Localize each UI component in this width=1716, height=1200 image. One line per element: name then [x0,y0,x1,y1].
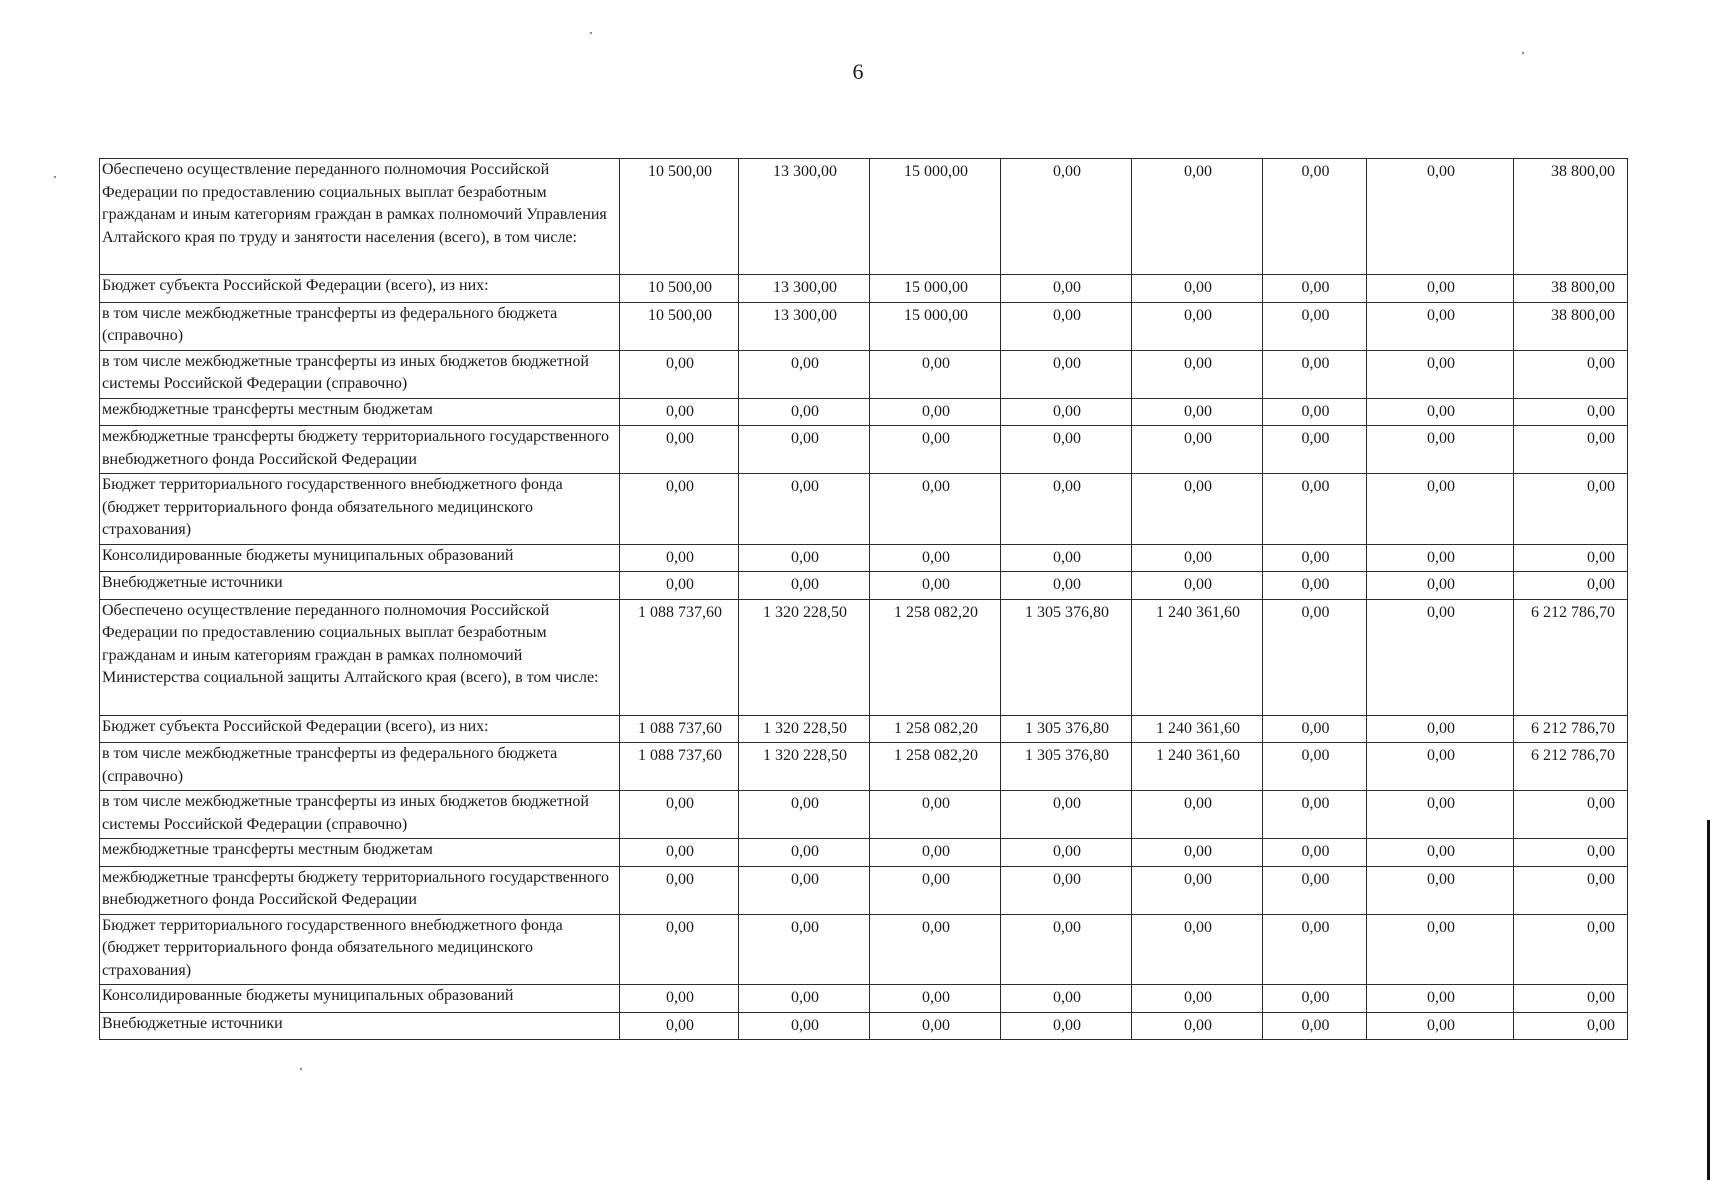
value-cell: 0,00 [1263,914,1367,985]
value-cell: 0,00 [1263,474,1367,545]
value-cell: 0,00 [1001,544,1132,572]
value-cell: 0,00 [1001,985,1132,1013]
row-label: Обеспечено осуществление переданного полномочия Российской Федерации по предоставлению социальных выплат безработным гражданам и иным категориям граждан в рамках полномочий Управления Алтайского края по труду и занятости населения (всего), в том числе: [100,159,620,275]
value-cell: 0,00 [1367,743,1514,791]
value-cell: 0,00 [1001,866,1132,914]
scan-speck [300,1068,302,1070]
value-cell: 0,00 [1263,1012,1367,1040]
value-cell: 1 088 737,60 [620,743,739,791]
value-cell: 0,00 [1514,1012,1628,1040]
table-row [100,350,1628,398]
value-cell: 0,00 [1132,426,1263,474]
value-cell: 0,00 [1367,544,1514,572]
value-cell: 0,00 [739,572,870,600]
value-cell: 0,00 [1132,302,1263,350]
value-cell: 0,00 [1132,839,1263,867]
value-cell: 0,00 [1001,914,1132,985]
value-cell: 0,00 [1263,398,1367,426]
value-cell: 0,00 [1132,350,1263,398]
value-cell: 0,00 [1263,275,1367,303]
value-cell: 0,00 [739,544,870,572]
value-cell: 0,00 [1514,791,1628,839]
value-cell: 15 000,00 [870,275,1001,303]
value-cell: 0,00 [739,985,870,1013]
value-cell: 13 300,00 [739,302,870,350]
value-cell: 0,00 [870,866,1001,914]
value-cell: 0,00 [1514,398,1628,426]
value-cell: 0,00 [1001,839,1132,867]
value-cell: 0,00 [1132,985,1263,1013]
table-row [100,1012,1628,1040]
scan-edge-mark [1707,820,1710,1180]
table-row [100,426,1628,474]
table-row [100,866,1628,914]
value-cell: 0,00 [1367,715,1514,743]
value-cell: 0,00 [1367,866,1514,914]
value-cell: 0,00 [1263,985,1367,1013]
value-cell: 0,00 [1514,474,1628,545]
row-label: межбюджетные трансферты бюджету территориального государственного внебюджетного фонда Российской Федерации [100,866,620,914]
budget-table [99,158,1628,1040]
value-cell: 0,00 [1001,426,1132,474]
value-cell: 0,00 [870,985,1001,1013]
value-cell: 10 500,00 [620,159,739,275]
row-label: межбюджетные трансферты местным бюджетам [100,839,620,867]
value-cell: 1 258 082,20 [870,599,1001,715]
table-row [100,474,1628,545]
value-cell: 0,00 [870,791,1001,839]
value-cell: 0,00 [620,914,739,985]
row-label: Бюджет субъекта Российской Федерации (всего), из них: [100,715,620,743]
value-cell: 6 212 786,70 [1514,715,1628,743]
value-cell: 0,00 [620,866,739,914]
value-cell: 0,00 [870,914,1001,985]
value-cell: 1 088 737,60 [620,715,739,743]
value-cell: 0,00 [1263,426,1367,474]
table-row [100,159,1628,275]
value-cell: 0,00 [1367,350,1514,398]
value-cell: 0,00 [739,914,870,985]
page-number: 6 [852,59,864,84]
value-cell: 0,00 [1367,275,1514,303]
value-cell: 0,00 [1514,866,1628,914]
value-cell: 0,00 [620,544,739,572]
table-row [100,275,1628,303]
value-cell: 0,00 [1001,572,1132,600]
value-cell: 0,00 [1132,1012,1263,1040]
row-label: в том числе межбюджетные трансферты из иных бюджетов бюджетной системы Российской Федерации (справочно) [100,791,620,839]
value-cell: 0,00 [870,1012,1001,1040]
value-cell: 0,00 [620,985,739,1013]
value-cell: 0,00 [1367,985,1514,1013]
value-cell: 0,00 [739,839,870,867]
value-cell: 0,00 [1132,572,1263,600]
row-label: в том числе межбюджетные трансферты из иных бюджетов бюджетной системы Российской Федерации (справочно) [100,350,620,398]
value-cell: 13 300,00 [739,159,870,275]
value-cell: 0,00 [1001,302,1132,350]
scan-speck [590,32,592,34]
value-cell: 0,00 [1514,544,1628,572]
value-cell: 6 212 786,70 [1514,599,1628,715]
budget-table-body [100,159,1628,1040]
value-cell: 0,00 [870,839,1001,867]
value-cell: 0,00 [620,426,739,474]
row-label: Консолидированные бюджеты муниципальных образований [100,544,620,572]
value-cell: 0,00 [1263,743,1367,791]
value-cell: 0,00 [1132,544,1263,572]
value-cell: 0,00 [739,1012,870,1040]
table-row [100,914,1628,985]
value-cell: 0,00 [1001,1012,1132,1040]
table-row [100,544,1628,572]
value-cell: 0,00 [870,398,1001,426]
scan-speck [1522,52,1524,54]
value-cell: 1 305 376,80 [1001,743,1132,791]
value-cell: 0,00 [870,544,1001,572]
value-cell: 38 800,00 [1514,275,1628,303]
value-cell: 0,00 [1514,985,1628,1013]
value-cell: 0,00 [1514,350,1628,398]
value-cell: 0,00 [1367,474,1514,545]
value-cell: 0,00 [1367,159,1514,275]
value-cell: 0,00 [1367,1012,1514,1040]
value-cell: 38 800,00 [1514,159,1628,275]
value-cell: 13 300,00 [739,275,870,303]
row-label: в том числе межбюджетные трансферты из федерального бюджета (справочно) [100,743,620,791]
value-cell: 1 258 082,20 [870,743,1001,791]
value-cell: 0,00 [1263,572,1367,600]
value-cell: 0,00 [1263,302,1367,350]
value-cell: 0,00 [1001,791,1132,839]
value-cell: 0,00 [739,866,870,914]
table-row [100,839,1628,867]
value-cell: 0,00 [1132,474,1263,545]
value-cell: 38 800,00 [1514,302,1628,350]
value-cell: 0,00 [1263,544,1367,572]
value-cell: 0,00 [1132,275,1263,303]
table-row [100,791,1628,839]
value-cell: 15 000,00 [870,302,1001,350]
value-cell: 0,00 [1001,474,1132,545]
value-cell: 0,00 [620,572,739,600]
value-cell: 0,00 [1514,914,1628,985]
value-cell: 0,00 [1263,839,1367,867]
value-cell: 0,00 [1132,914,1263,985]
value-cell: 0,00 [620,350,739,398]
scan-speck [54,176,56,178]
table-row [100,302,1628,350]
table-row [100,715,1628,743]
row-label: Консолидированные бюджеты муниципальных образований [100,985,620,1013]
row-label: межбюджетные трансферты бюджету территориального государственного внебюджетного фонда Российской Федерации [100,426,620,474]
value-cell: 1 240 361,60 [1132,599,1263,715]
value-cell: 0,00 [1132,159,1263,275]
value-cell: 10 500,00 [620,275,739,303]
value-cell: 1 088 737,60 [620,599,739,715]
value-cell: 0,00 [739,398,870,426]
value-cell: 1 320 228,50 [739,599,870,715]
row-label: Бюджет субъекта Российской Федерации (всего), из них: [100,275,620,303]
value-cell: 1 305 376,80 [1001,715,1132,743]
value-cell: 0,00 [1367,398,1514,426]
value-cell: 0,00 [1263,866,1367,914]
table-row [100,599,1628,715]
value-cell: 0,00 [620,398,739,426]
value-cell: 10 500,00 [620,302,739,350]
value-cell: 0,00 [1001,350,1132,398]
value-cell: 0,00 [870,474,1001,545]
value-cell: 1 258 082,20 [870,715,1001,743]
table-row [100,743,1628,791]
value-cell: 0,00 [870,426,1001,474]
value-cell: 0,00 [620,791,739,839]
row-label: Внебюджетные источники [100,1012,620,1040]
value-cell: 0,00 [1367,426,1514,474]
value-cell: 0,00 [1514,572,1628,600]
value-cell: 15 000,00 [870,159,1001,275]
value-cell: 0,00 [1367,914,1514,985]
value-cell: 0,00 [1001,159,1132,275]
value-cell: 1 305 376,80 [1001,599,1132,715]
value-cell: 0,00 [1367,572,1514,600]
table-row [100,985,1628,1013]
value-cell: 0,00 [1514,426,1628,474]
value-cell: 0,00 [1367,839,1514,867]
value-cell: 0,00 [1367,599,1514,715]
value-cell: 0,00 [739,474,870,545]
table-row [100,572,1628,600]
value-cell: 0,00 [870,350,1001,398]
value-cell: 0,00 [1367,302,1514,350]
value-cell: 0,00 [620,474,739,545]
value-cell: 0,00 [870,572,1001,600]
row-label: межбюджетные трансферты местным бюджетам [100,398,620,426]
row-label: в том числе межбюджетные трансферты из федерального бюджета (справочно) [100,302,620,350]
value-cell: 0,00 [1263,350,1367,398]
value-cell: 0,00 [1263,715,1367,743]
value-cell: 0,00 [739,791,870,839]
value-cell: 0,00 [1514,839,1628,867]
value-cell: 0,00 [1132,791,1263,839]
value-cell: 0,00 [1367,791,1514,839]
value-cell: 0,00 [1001,398,1132,426]
value-cell: 0,00 [1263,159,1367,275]
value-cell: 0,00 [620,1012,739,1040]
row-label: Обеспечено осуществление переданного полномочия Российской Федерации по предоставлению социальных выплат безработным гражданам и иным категориям граждан в рамках полномочий Министерства социальной защиты Алтайского края (всего), в том числе: [100,599,620,715]
value-cell: 0,00 [1132,398,1263,426]
value-cell: 0,00 [1263,599,1367,715]
value-cell: 1 240 361,60 [1132,715,1263,743]
row-label: Бюджет территориального государственного внебюджетного фонда (бюджет территориального фонда обязательного медицинского страхования) [100,914,620,985]
row-label: Бюджет территориального государственного внебюджетного фонда (бюджет территориального фонда обязательного медицинского страхования) [100,474,620,545]
value-cell: 1 320 228,50 [739,743,870,791]
value-cell: 6 212 786,70 [1514,743,1628,791]
value-cell: 1 240 361,60 [1132,743,1263,791]
value-cell: 0,00 [739,350,870,398]
value-cell: 0,00 [1263,791,1367,839]
value-cell: 0,00 [739,426,870,474]
value-cell: 0,00 [620,839,739,867]
row-label: Внебюджетные источники [100,572,620,600]
value-cell: 1 320 228,50 [739,715,870,743]
table-row [100,398,1628,426]
value-cell: 0,00 [1132,866,1263,914]
value-cell: 0,00 [1001,275,1132,303]
